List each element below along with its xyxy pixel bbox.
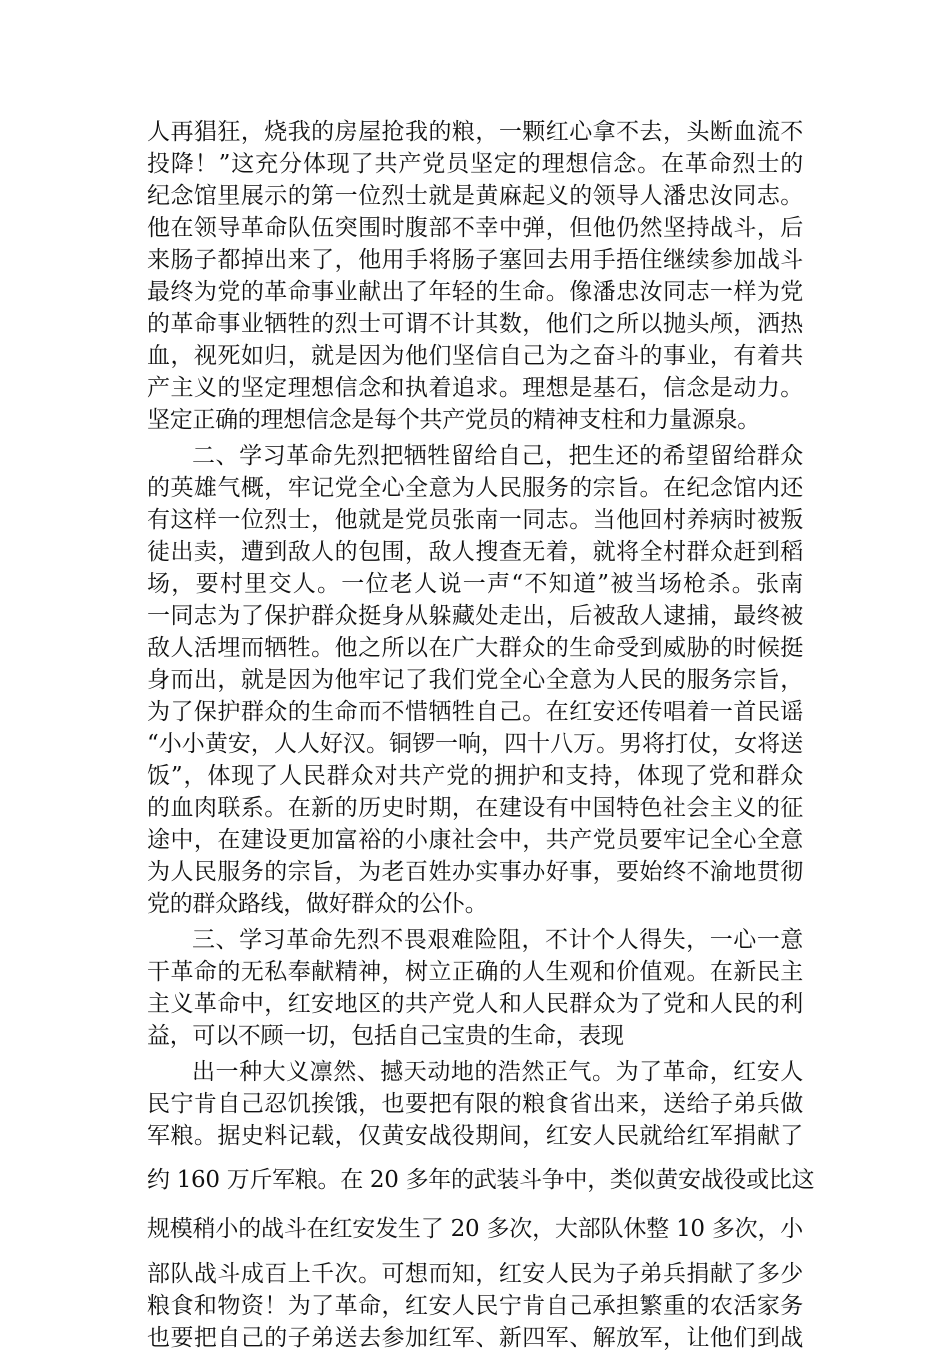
text-line: 的血肉联系。在新的历史时期，在建设有中国特色社会主义的征 — [147, 795, 803, 821]
text-line: 干革命的无私奉献精神，树立正确的人生观和价值观。在新民主 — [147, 959, 803, 985]
text-line: 坚定正确的理想信念是每个共产党员的精神支柱和力量源泉。 — [147, 407, 760, 433]
text-line: 一同志为了保护群众挺身从躲藏处走出，后被敌人逮捕，最终被 — [147, 603, 803, 629]
text-line: “小小黄安，人人好汉。铜锣一响，四十八万。男将打仗，女将送 — [147, 731, 803, 757]
text-line: 粮食和物资！为了革命，红安人民宁肯自己承担繁重的农活家务 — [147, 1293, 803, 1319]
text-line: 产主义的坚定理想信念和执着追求。理想是基石，信念是动力。 — [147, 375, 803, 401]
text-line: 血，视死如归，就是因为他们坚信自己为之奋斗的事业，有着共 — [147, 343, 803, 369]
text-line: 军粮。据史料记载，仅黄安战役期间，红安人民就给红军捐献了 — [147, 1123, 803, 1149]
text-line: 途中，在建设更加富裕的小康社会中，共产党员要牢记全心全意 — [147, 827, 803, 853]
text-line: 的英雄气概，牢记党全心全意为人民服务的宗旨。在纪念馆内还 — [147, 475, 803, 501]
text-line: 敌人活埋而牺牲。他之所以在广大群众的生命受到威胁的时候挺 — [147, 635, 803, 661]
text-line: 民宁肯自己忍饥挨饿，也要把有限的粮食省出来，送给子弟兵做 — [147, 1091, 803, 1117]
text-line: 他在领导革命队伍突围时腹部不幸中弹，但他仍然坚持战斗，后 — [147, 215, 803, 241]
text-line: 投降！”这充分体现了共产党员坚定的理想信念。在革命烈士的 — [147, 151, 803, 177]
text-line: 也要把自己的子弟送去参加红军、新四军、解放军，让他们到战 — [147, 1325, 803, 1351]
text-line: 部队战斗成百上千次。可想而知，红安人民为子弟兵捐献了多少 — [147, 1261, 803, 1287]
text-line: 徒出卖，遭到敌人的包围，敌人搜查无着，就将全村群众赶到稻 — [147, 539, 803, 565]
text-line: 的革命事业牺牲的烈士可谓不计其数，他们之所以抛头颅，洒热 — [147, 311, 803, 337]
text-line: 规模稍小的战斗在红安发生了 20 多次，大部队休整 10 多次，小 — [147, 1216, 803, 1242]
text-line: 主义革命中，红安地区的共产党人和人民群众为了党和人民的利 — [147, 991, 803, 1017]
text-line: 为了保护群众的生命而不惜牺牲自己。在红安还传唱着一首民谣 — [147, 699, 803, 725]
paragraph-2-first-line: 二、学习革命先烈把牺牲留给自己，把生还的希望留给群众 — [192, 443, 803, 469]
text-line: 益，可以不顾一切，包括自己宝贵的生命，表现 — [147, 1023, 624, 1049]
text-line: 党的群众路线，做好群众的公仆。 — [147, 891, 488, 917]
text-line: 约 160 万斤军粮。在 20 多年的武装斗争中，类似黄安战役或比这 — [147, 1167, 815, 1193]
text-line: 有这样一位烈士，他就是党员张南一同志。当他回村养病时被叛 — [147, 507, 803, 533]
text-line: 纪念馆里展示的第一位烈士就是黄麻起义的领导人潘忠汝同志。 — [147, 183, 803, 209]
paragraph-4-first-line: 出一种大义凛然、撼天动地的浩然正气。为了革命，红安人 — [192, 1059, 803, 1085]
text-line: 身而出，就是因为他牢记了我们党全心全意为人民的服务宗旨， — [147, 667, 803, 693]
paragraph-3-first-line: 三、学习革命先烈不畏艰难险阻，不计个人得失，一心一意 — [192, 927, 803, 953]
text-line: 人再猖狂，烧我的房屋抢我的粮，一颗红心拿不去，头断血流不 — [147, 119, 803, 145]
text-line: 来肠子都掉出来了，他用手将肠子塞回去用手捂住继续参加战斗 — [147, 247, 803, 273]
text-line: 最终为党的革命事业献出了年轻的生命。像潘忠汝同志一样为党 — [147, 279, 803, 305]
text-line: 场，要村里交人。一位老人说一声“不知道”被当场枪杀。张南 — [147, 571, 803, 597]
text-line: 为人民服务的宗旨，为老百姓办实事办好事，要始终不渝地贯彻 — [147, 859, 803, 885]
text-line: 饭”，体现了人民群众对共产党的拥护和支持，体现了党和群众 — [147, 763, 803, 789]
